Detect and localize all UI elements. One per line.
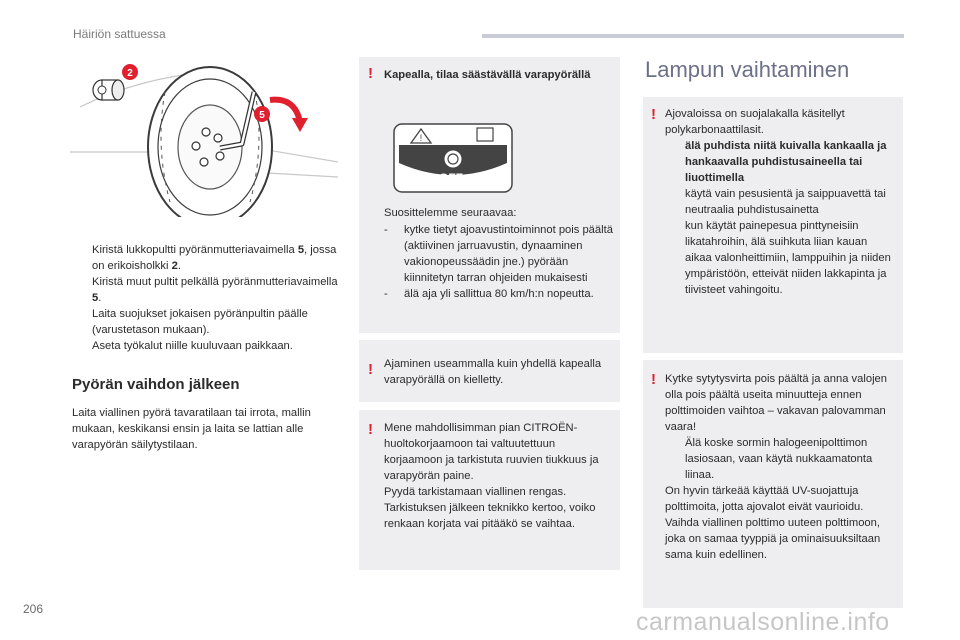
page-number: 206 xyxy=(23,602,44,616)
page-section-title: Lampun vaihtaminen xyxy=(645,57,850,82)
section-paragraph: Laita viallinen pyörä tavaratilaan tai irrota, mallin mukaan, keskikansi ensin ja laita se lattian alle varapyörän säilytystilaan. xyxy=(72,407,311,451)
warning-icon: ! xyxy=(651,371,656,388)
header-rule xyxy=(482,34,904,38)
warning-title: Kapealla, tilaa säästävällä varapyörällä xyxy=(384,69,591,81)
step-item: Aseta työkalut niille kuuluvaan paikkaan. xyxy=(92,340,293,352)
step-item: Kiristä muut pultit pelkällä pyöränmutteriavaimella 5. xyxy=(92,276,338,304)
warning-panel-multiple-spares xyxy=(359,340,620,402)
warning-intro: Ajovaloissa on suojalakalla käsitellyt polykarbonaattilasit. xyxy=(665,108,845,136)
list-item: Älä koske sormin halogeenipolttimon lasiosaan, vaan käytä nukkaamatonta liinaa. xyxy=(685,437,873,481)
warning-outro: On hyvin tärkeää käyttää UV-suojattuja polttimoita, jotta ajovalot eivät vaurioidu. Vaihda viallinen polttimo uuteen polttimoon, joka on samaa tyyppiä ja ominaisuuksiltaan sama kuin edellinen. xyxy=(665,485,881,561)
list-item: kun käytät painepesua pinttyneisiin likatahroihin, älä suihkuta liian kauan aikaa valonheittimiin, lamppuihin ja niiden ympäristöön, etteivät niiden lakkapinta ja tiivisteet vahingoitu. xyxy=(685,220,891,296)
off-label: OFF xyxy=(439,171,463,185)
warning-panel-bulb-replacement xyxy=(643,360,903,608)
watermark: carmanualsonline.info xyxy=(636,608,890,636)
callout-5: 5 xyxy=(259,110,265,121)
list-item: - kytke tietyt ajoavustintoiminnot pois päältä (aktiivinen jarruavustin, dynaaminen vakionopeussäädin jne.) pyörään kiinnitetyn tarran ohjeiden mukaisesti xyxy=(384,224,613,284)
list-item: - älä aja yli sallittua 80 km/h:n nopeutta. xyxy=(384,288,594,300)
warning-icon: ! xyxy=(651,106,656,123)
wheel-illustration xyxy=(70,52,338,217)
spare-wheel-label-icon xyxy=(393,123,513,198)
warning-icon: ! xyxy=(368,65,373,82)
warning-intro: Kytke sytytysvirta pois päältä ja anna valojen olla pois päältä useita minuutteja ennen polttimoiden vaihtoa – vakavan palovamman vaara! xyxy=(665,373,888,433)
step-item: Kiristä lukkopultti pyöränmutteriavaimella 5, jossa on erikoisholkki 2. xyxy=(92,244,337,272)
list-item: käytä vain pesusientä ja saippuavettä tai neutraalia puhdistusainetta xyxy=(685,188,886,216)
warning-panel-headlamp-care xyxy=(643,97,903,353)
warning-panel-spare-wheel xyxy=(359,57,620,333)
callout-2: 2 xyxy=(127,68,133,79)
page-header-title: Häiriön sattuessa xyxy=(73,27,166,41)
warning-icon: ! xyxy=(368,361,373,378)
warning-text: Mene mahdollisimman pian CITROËN-huoltokorjaamoon tai valtuutettuun korjaamoon ja tarkistuta ruuvien tiukkuus ja varapyörän paine. Pyydä tarkistamaan viallinen rengas. Tarkistuksen jälkeen teknikko kertoo, voiko renkaan korjata vai pitääkö se vaihtaa. xyxy=(384,422,599,530)
step-item: Laita suojukset jokaisen pyöränpultin päälle (varustetason mukaan). xyxy=(92,308,308,336)
warning-panel-service xyxy=(359,410,620,570)
procedure-steps xyxy=(72,242,342,354)
warning-text: Ajaminen useammalla kuin yhdellä kapealla varapyörällä on kielletty. xyxy=(384,358,602,386)
svg-text:!: ! xyxy=(419,133,423,143)
recommendation-intro: Suosittelemme seuraavaa: xyxy=(384,207,517,219)
list-item: älä puhdista niitä kuivalla kankaalla ja hankaavalla puhdistusaineella tai liuottimella xyxy=(685,140,887,184)
section-heading: Pyörän vaihdon jälkeen xyxy=(72,376,240,393)
recommendation-list xyxy=(384,222,616,302)
warning-icon: ! xyxy=(368,421,373,438)
